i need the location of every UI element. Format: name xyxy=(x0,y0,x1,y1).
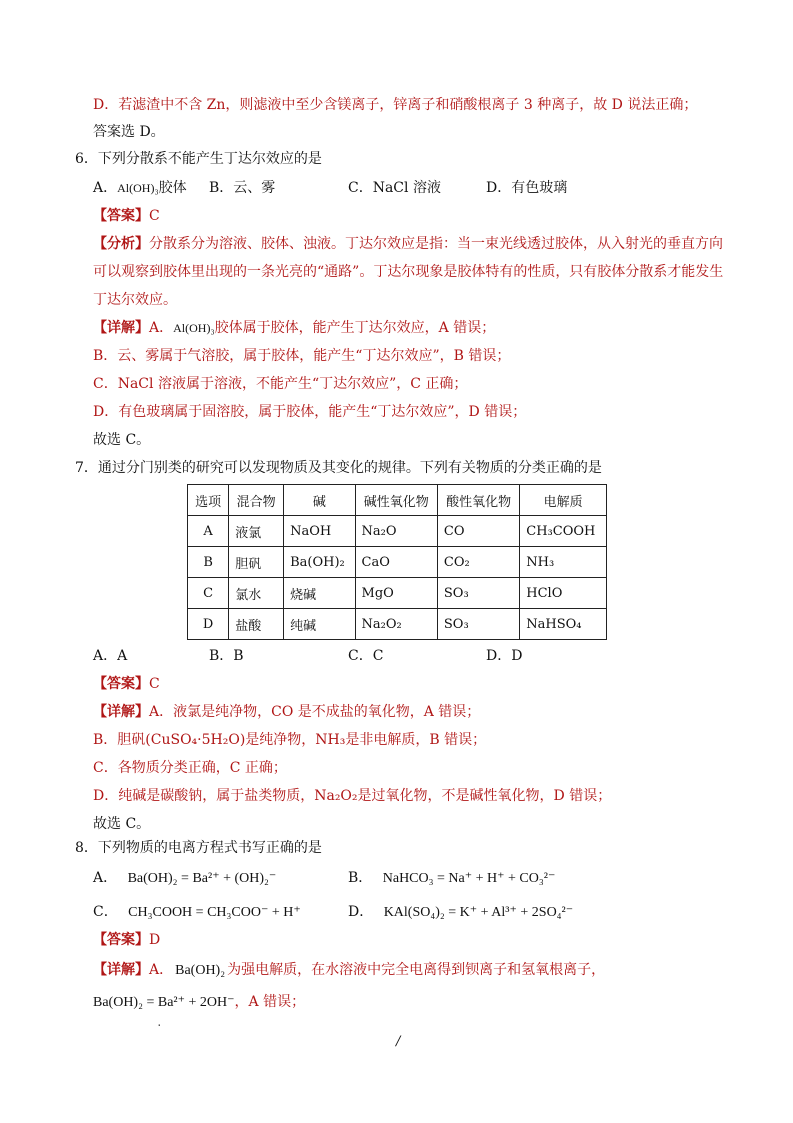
q8-option-a-label: A． xyxy=(93,870,118,886)
q7-conclusion: 故选 C。 xyxy=(93,816,151,832)
q5-answer-text: 答案选 D。 xyxy=(93,124,165,140)
q7-detail-c: C．各物质分类正确，C 正确； xyxy=(93,760,287,776)
q7-option-a: A．A xyxy=(93,648,128,664)
q8-detail-a xyxy=(93,960,605,981)
table-cell: CO₂ xyxy=(437,547,519,578)
analysis-text: 分散系分为溶液、胶体、浊液。丁达尔效应是指：当一束光线透过胶体，从入射光的垂直方向 xyxy=(149,236,723,252)
detail-tag: 【详解】 xyxy=(93,320,149,336)
q6-analysis-line-3: 丁达尔效应。 xyxy=(93,292,177,308)
q7-option-d: D．D xyxy=(486,648,523,664)
table-header: 选项 xyxy=(188,485,229,516)
q8-option-b-label: B． xyxy=(348,870,373,886)
q8-answer xyxy=(93,930,160,950)
q8-option-a xyxy=(93,868,276,889)
table-cell: 胆矾 xyxy=(229,547,284,578)
q8-option-d-label: D． xyxy=(348,904,374,920)
table-header-row xyxy=(188,485,607,516)
classification-table xyxy=(187,484,607,640)
table-cell: CaO xyxy=(355,547,437,578)
q6-detail-b: B．云、雾属于气溶胶，属于胶体，能产生“丁达尔效应”，B 错误； xyxy=(93,348,511,364)
q8-option-c xyxy=(93,902,301,923)
q8-option-a-equation: Ba(OH)₂ = Ba²⁺ + (OH)₂⁻ xyxy=(127,871,277,886)
q8-option-c-label: C． xyxy=(93,904,118,920)
table-cell: SO₃ xyxy=(437,578,519,609)
q8-option-d xyxy=(348,902,573,923)
table-cell: 盐酸 xyxy=(229,609,284,640)
table-cell: Ba(OH)₂ xyxy=(284,547,355,578)
table-cell: NH₃ xyxy=(520,547,607,578)
q7-option-b: B．B xyxy=(209,648,244,664)
table-cell: Na₂O₂ xyxy=(355,609,437,640)
q7-detail-b: B．胆矾(CuSO₄·5H₂O)是纯净物，NH₃是非电解质，B 错误； xyxy=(93,732,487,748)
table-header: 电解质 xyxy=(520,485,607,516)
table-row xyxy=(188,609,607,640)
detail-a-text: A．液氯是纯净物，CO 是不成盐的氧化物，A 错误； xyxy=(149,704,481,720)
q6-conclusion: 故选 C。 xyxy=(93,432,151,448)
answer-tag: 【答案】 xyxy=(93,208,149,224)
table-cell: Na₂O xyxy=(355,516,437,547)
q6-option-a-text: 胶体 xyxy=(158,180,187,196)
table-cell: A xyxy=(188,516,229,547)
q7-option-c: C．C xyxy=(348,648,384,664)
q6-option-a-formula: Al(OH)₃ xyxy=(117,181,159,195)
table-cell: CO xyxy=(437,516,519,547)
q8-option-d-equation: KAl(SO₄)₂ = K⁺ + Al³⁺ + 2SO₄²⁻ xyxy=(383,905,574,920)
table-cell: SO₃ xyxy=(437,609,519,640)
scan-mark: . xyxy=(156,1016,163,1029)
q6-analysis-line-1 xyxy=(93,234,723,254)
answer-value: C xyxy=(149,676,160,692)
table-cell: 液氯 xyxy=(229,516,284,547)
q6-detail-a xyxy=(93,318,495,338)
table-cell: NaOH xyxy=(284,516,355,547)
q6-option-a-label: A． xyxy=(93,180,118,196)
table-cell: HClO xyxy=(520,578,607,609)
table-cell: NaHSO₄ xyxy=(520,609,607,640)
q7-detail-d: D．纯碱是碳酸钠，属于盐类物质，Na₂O₂是过氧化物，不是碱性氧化物，D 错误； xyxy=(93,788,612,804)
table-row xyxy=(188,578,607,609)
q5-option-d-text: D．若滤渣中不含 Zn，则滤液中至少含镁离子，锌离子和硝酸根离子 3 种离子，故 D 说法正确； xyxy=(93,97,698,113)
detail-a-formula: Ba(OH)₂ xyxy=(175,963,226,978)
detail-a-formula: Al(OH)₃ xyxy=(173,321,215,335)
detail-a-end: ，A 错误； xyxy=(234,994,306,1010)
table-header: 碱性氧化物 xyxy=(355,485,437,516)
table-cell: 氯水 xyxy=(229,578,284,609)
q6-option-c: C．NaCl 溶液 xyxy=(348,180,441,196)
table-header: 混合物 xyxy=(229,485,284,516)
q8-option-b-equation: NaHCO₃ = Na⁺ + H⁺ + CO₃²⁻ xyxy=(382,871,556,886)
detail-a-label: A． xyxy=(149,320,174,336)
table-row xyxy=(188,547,607,578)
q6-option-b: B．云、雾 xyxy=(209,180,276,196)
q6-analysis-line-2: 可以观察到胶体里出现的一条光亮的“通路”。丁达尔现象是胶体特有的性质，只有胶体分散系才能发生 xyxy=(93,264,724,280)
table-cell: B xyxy=(188,547,229,578)
table-header: 碱 xyxy=(284,485,355,516)
q6-option-d: D．有色玻璃 xyxy=(486,180,568,196)
table-cell: 纯碱 xyxy=(284,609,355,640)
detail-tag: 【详解】 xyxy=(93,962,149,978)
detail-a-label: A． xyxy=(149,962,174,978)
table-row xyxy=(188,516,607,547)
detail-a-equation: Ba(OH)₂ = Ba²⁺ + 2OH⁻ xyxy=(93,995,235,1010)
q6-detail-d: D．有色玻璃属于固溶胶，属于胶体，能产生“丁达尔效应”，D 错误； xyxy=(93,404,527,420)
table-cell: 烧碱 xyxy=(284,578,355,609)
table-header: 酸性氧化物 xyxy=(437,485,519,516)
answer-tag: 【答案】 xyxy=(93,676,149,692)
q6-detail-c: C．NaCl 溶液属于溶液，不能产生“丁达尔效应”，C 正确； xyxy=(93,376,468,392)
q7-detail-a xyxy=(93,702,480,722)
q8-option-b xyxy=(348,868,555,889)
answer-value: C xyxy=(149,208,160,224)
q8-stem: 8．下列物质的电离方程式书写正确的是 xyxy=(75,840,322,856)
q6-stem: 6．下列分散系不能产生丁达尔效应的是 xyxy=(75,151,322,167)
table-cell: D xyxy=(188,609,229,640)
detail-a-text: 胶体属于胶体，能产生丁达尔效应，A 错误； xyxy=(214,320,496,336)
table-cell: MgO xyxy=(355,578,437,609)
q7-answer xyxy=(93,674,160,694)
detail-a-text: 为强电解质，在水溶液中完全电离得到钡离子和氢氧根离子， xyxy=(227,962,606,978)
detail-tag: 【详解】 xyxy=(93,704,149,720)
q8-detail-a-equation-line xyxy=(93,992,305,1013)
q6-answer xyxy=(93,206,160,226)
answer-tag: 【答案】 xyxy=(93,932,149,948)
analysis-tag: 【分析】 xyxy=(93,236,149,252)
table-cell: CH₃COOH xyxy=(520,516,607,547)
page-number: / xyxy=(396,1034,401,1049)
q7-stem: 7．通过分门别类的研究可以发现物质及其变化的规律。下列有关物质的分类正确的是 xyxy=(75,460,602,476)
answer-value: D xyxy=(149,932,161,948)
q8-option-c-equation: CH₃COOH = CH₃COO⁻ + H⁺ xyxy=(128,905,301,920)
q6-option-a xyxy=(93,178,187,198)
table-cell: C xyxy=(188,578,229,609)
